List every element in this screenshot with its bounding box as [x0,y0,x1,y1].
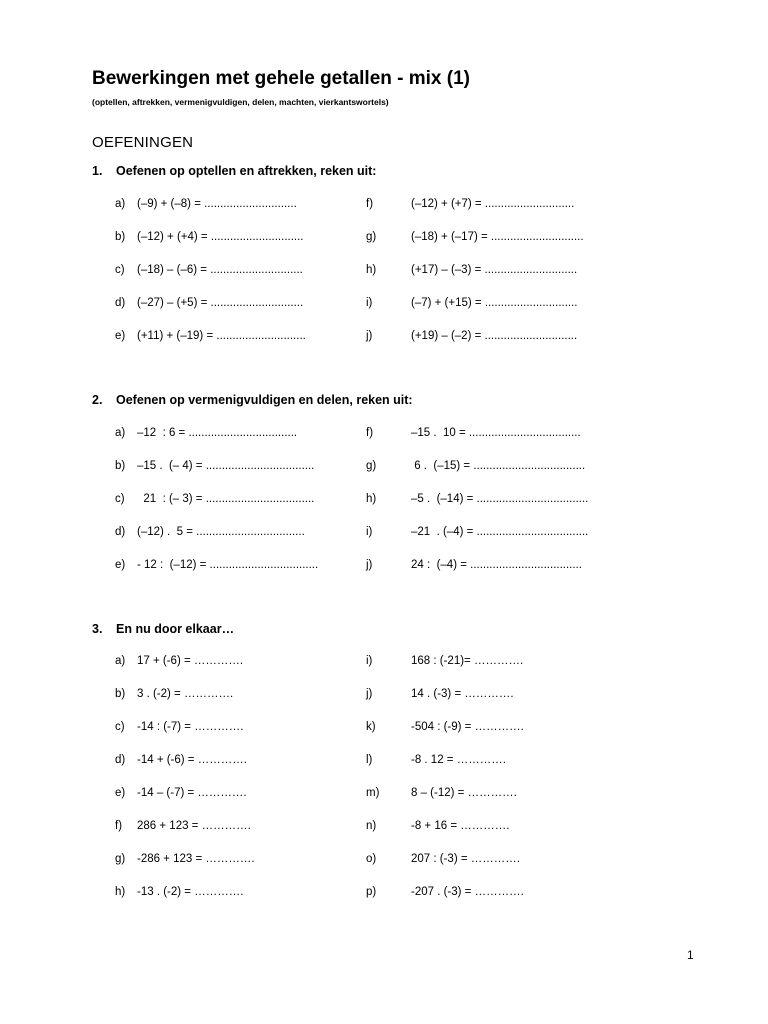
item-label: i) [366,297,373,309]
item-label: i) [366,655,373,667]
item-label: c) [115,721,125,733]
item-expression: -8 + 16 = …………. [411,820,510,832]
item-expression: 207 : (-3) = …………. [411,853,520,865]
item-label: c) [115,264,125,276]
item-expression: 3 . (-2) = …………. [137,688,234,700]
item-label: k) [366,721,376,733]
item-label: l) [366,754,373,766]
item-label: j) [366,330,373,342]
item-label: m) [366,787,380,799]
item-expression: –21 . (–4) = ................................... [411,526,589,538]
item-label: g) [366,231,377,243]
item-label: c) [115,493,125,505]
item-expression: (–12) . 5 = .................................. [137,526,305,538]
exercise-1-heading [92,164,376,178]
exercise-number: 2. [92,393,103,407]
item-expression: -207 . (-3) = …………. [411,886,524,898]
item-expression: -14 : (-7) = …………. [137,721,244,733]
item-label: d) [115,297,126,309]
exercise-title: Oefenen op vermenigvuldigen en delen, reken uit: [116,393,413,407]
item-label: d) [115,754,126,766]
item-expression: (–18) + (–17) = ............................. [411,231,584,243]
item-expression: 14 . (-3) = …………. [411,688,514,700]
item-label: g) [115,853,126,865]
item-label: p) [366,886,377,898]
exercise-title: Oefenen op optellen en aftrekken, reken uit: [116,164,377,178]
item-expression: (–18) – (–6) = ............................. [137,264,303,276]
item-label: e) [115,787,126,799]
item-expression: (+11) + (–19) = ............................ [137,330,306,342]
item-expression: -286 + 123 = …………. [137,853,255,865]
item-expression: –12 : 6 = .................................. [137,427,298,439]
item-expression: (–12) + (+7) = ............................ [411,198,575,210]
item-label: j) [366,688,373,700]
item-expression: –15 . (– 4) = .................................. [137,460,315,472]
item-label: e) [115,330,126,342]
item-label: f) [366,198,374,210]
item-label: j) [366,559,373,571]
exercise-title: En nu door elkaar… [116,622,235,636]
item-label: f) [115,820,123,832]
item-expression: -14 + (-6) = …………. [137,754,247,766]
item-expression: 286 + 123 = …………. [137,820,251,832]
item-expression: 6 . (–15) = ................................... [411,460,586,472]
page-title: Bewerkingen met gehele getallen - mix (1) [92,68,470,89]
item-label: h) [366,264,377,276]
item-expression: -14 – (-7) = …………. [137,787,247,799]
item-expression: -13 . (-2) = …………. [137,886,244,898]
item-label: i) [366,526,373,538]
item-expression: (+19) – (–2) = ............................. [411,330,578,342]
item-label: b) [115,231,126,243]
exercise-2-heading [92,393,413,407]
item-label: f) [366,427,374,439]
item-expression: 24 : (–4) = ................................... [411,559,582,571]
item-expression: (–9) + (–8) = ............................. [137,198,297,210]
item-label: h) [115,886,126,898]
item-expression: -504 : (-9) = …………. [411,721,524,733]
item-expression: 8 – (-12) = …………. [411,787,517,799]
item-label: n) [366,820,377,832]
item-expression: 17 + (-6) = …………. [137,655,244,667]
item-expression: (–27) – (+5) = ............................. [137,297,304,309]
item-expression: - 12 : (–12) = .................................. [137,559,319,571]
item-label: b) [115,688,126,700]
exercise-number: 3. [92,622,103,636]
item-label: d) [115,526,126,538]
item-expression: –5 . (–14) = ................................... [411,493,589,505]
item-label: b) [115,460,126,472]
page-subtitle: (optellen, aftrekken, vermenigvuldigen, delen, machten, vierkantswortels) [92,97,389,107]
item-expression: (–12) + (+4) = ............................. [137,231,304,243]
exercise-3-heading [92,622,234,636]
item-expression: -8 . 12 = …………. [411,754,506,766]
item-label: a) [115,427,126,439]
item-label: g) [366,460,377,472]
section-heading: OEFENINGEN [92,134,194,151]
item-label: o) [366,853,377,865]
item-expression: (+17) – (–3) = ............................. [411,264,578,276]
item-expression: –15 . 10 = ................................... [411,427,581,439]
item-label: e) [115,559,126,571]
item-label: h) [366,493,377,505]
page-number: 1 [687,948,694,962]
item-expression: 168 : (-21)= …………. [411,655,524,667]
item-expression: 21 : (– 3) = .................................. [137,493,315,505]
item-label: a) [115,198,126,210]
item-label: a) [115,655,126,667]
item-expression: (–7) + (+15) = ............................. [411,297,578,309]
exercise-number: 1. [92,164,103,178]
